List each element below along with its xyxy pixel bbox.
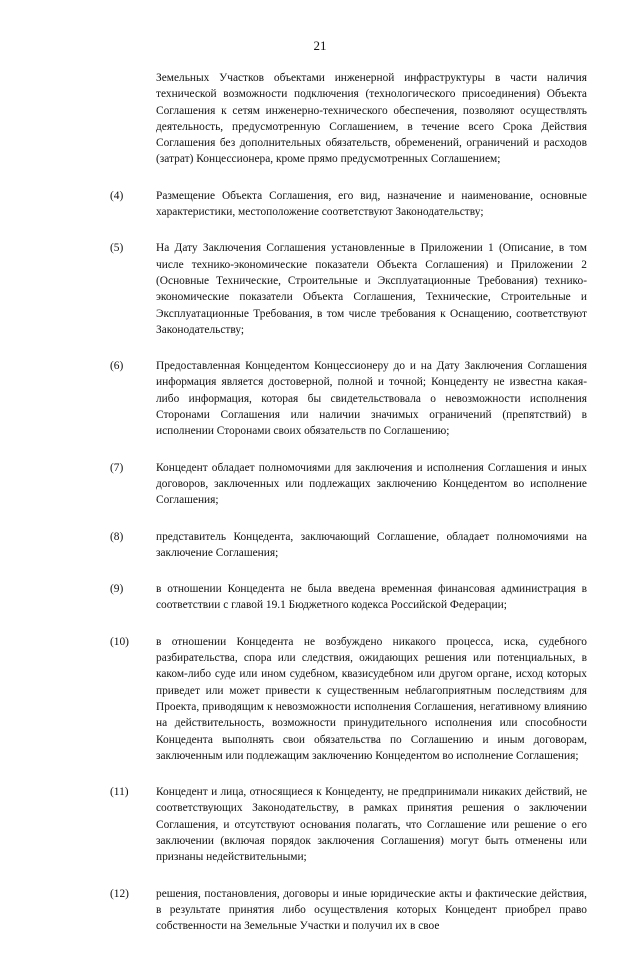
item-number: (12) <box>110 887 129 900</box>
item-text: в отношении Концедента не возбуждено никакого процесса, иска, судебного разбирательства, спора или следствия, ожидающих решения или потенциальных, в каком-либо суде или ином судебном, квазисудебном или другом органе, исход которых приведет или может привести к существенным неблагоприятным последствиям для Проекта, приводящим к невозможности исполнения Соглашения, негативному влиянию на действительность, возможности принудительного исполнения или способности Концедента выполнять свои обязательства по Соглашению и иным договорам, заключенным или подлежащим заключению Концедентом во исполнение Соглашения; <box>156 635 587 762</box>
list-item-7 <box>110 460 587 509</box>
item-number: (10) <box>110 635 129 648</box>
item-number: (5) <box>110 242 124 255</box>
item-number: (8) <box>110 530 124 543</box>
paragraph-text: Земельных Участков объектами инженерной инфраструктуры в части наличия технической возможности подключения (технологического присоединения) Объекта Соглашения к сетям инженерно-технического обеспечения, позволяют осуществлять деятельность, предусмотренную Соглашением, в течение всего Срока Действия Соглашения без дополнительных обязательств, обременений, ограничений и расходов (затрат) Концессионера, кроме прямо предусмотренных Соглашением; <box>156 72 587 166</box>
list-item-5 <box>110 240 587 338</box>
item-text: в отношении Концедента не была введена временная финансовая администрация в соответствии с главой 19.1 Бюджетного кодекса Российской Федерации; <box>156 583 587 612</box>
list-item-11 <box>110 784 587 865</box>
item-number: (6) <box>110 360 124 373</box>
list-item-10 <box>110 634 587 764</box>
list-item-12 <box>110 886 587 935</box>
list-item-6 <box>110 358 587 439</box>
list-item-4 <box>110 188 587 221</box>
item-text: решения, постановления, договоры и иные юридические акты и фактические действия, в результате принятия либо осуществления которых Концедент приобрел право собственности на Земельные Участки и получил их в свое <box>156 887 587 933</box>
item-text: Размещение Объекта Соглашения, его вид, назначение и наименование, основные характеристики, местоположение соответствуют Законодательству; <box>156 189 587 219</box>
item-number: (7) <box>110 461 124 474</box>
item-text: Предоставленная Концедентом Концессионеру до и на Дату Заключения Соглашения информация является достоверной, полной и точной; Концеденту не известна какая-либо информация, которая бы свидетельствовала о невозможности исполнения Сторонами Соглашения или наличии значимых ограничений (препятствий) в исполнении Сторонами своих обязательств по Соглашению; <box>156 360 587 438</box>
item-text: представитель Концедента, заключающий Соглашение, обладает полномочиями на заключение Соглашения; <box>156 530 587 559</box>
continuation-paragraph <box>156 70 587 168</box>
item-number: (9) <box>110 583 124 596</box>
item-text: Концедент обладает полномочиями для заключения и исполнения Соглашения и иных договоров, заключенных или подлежащих заключению Концедентом во исполнение Соглашения; <box>156 461 587 507</box>
item-number: (4) <box>110 189 124 202</box>
item-number: (11) <box>110 786 129 799</box>
item-text: На Дату Заключения Соглашения установленные в Приложении 1 (Описание, в том числе технико-экономические показатели Объекта Соглашения) и Приложении 2 (Основные Технические, Строительные и Эксплуатационные Требования) технико-экономические показатели Объекта Соглашения, Технические, Строительные и Эксплуатационные Требования, в том числе требования к Оснащению, соответствуют Законодательству; <box>156 242 587 336</box>
item-text: Концедент и лица, относящиеся к Концеденту, не предпринимали никаких действий, не соответствующих Законодательству, в рамках принятия решения о заключении Соглашения, и отсутствуют основания полагать, что Соглашение или решение о его заключении (включая порядок заключения Соглашения) могут быть отменены или признаны недействительными; <box>156 786 587 864</box>
list-item-9 <box>110 581 587 614</box>
list-item-8 <box>110 529 587 562</box>
document-body <box>110 70 587 954</box>
page-number: 21 <box>313 38 327 53</box>
